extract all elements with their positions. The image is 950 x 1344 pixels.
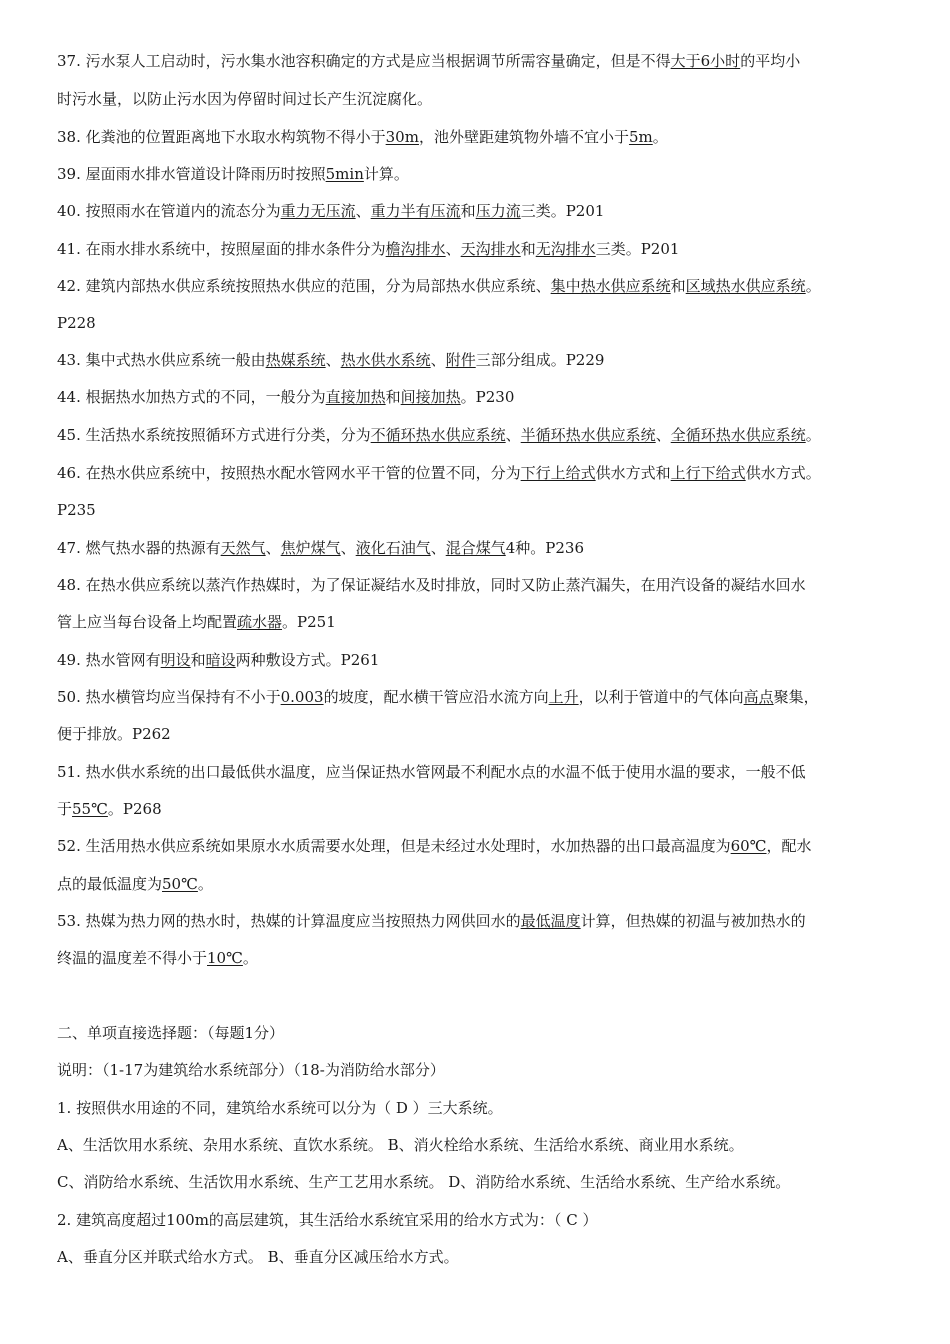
- underlined-answer: 重力半有压流: [370, 202, 461, 220]
- text-segment: 、: [430, 539, 446, 557]
- text-segment: 三类。P201: [595, 240, 680, 258]
- answer-options: [57, 1135, 907, 1155]
- text-line: [57, 239, 907, 259]
- underlined-answer: 混合煤气: [445, 539, 506, 557]
- underlined-answer: 最低温度: [520, 912, 581, 930]
- question-text: [57, 1210, 907, 1230]
- text-segment: 39. 屋面雨水排水管道设计降雨历时按照: [57, 165, 326, 183]
- text-segment: ，配水: [766, 837, 812, 855]
- underlined-answer: 天沟排水: [460, 240, 521, 258]
- text-segment: 计算。: [363, 165, 409, 183]
- text-line: [57, 463, 907, 483]
- text-segment: 管上应当每台设备上均配置: [57, 613, 238, 631]
- text-segment: 45. 生活热水系统按照循环方式进行分类，分为: [57, 426, 371, 444]
- text-segment: 、: [265, 539, 281, 557]
- text-segment: 、: [355, 202, 371, 220]
- text-segment: 49. 热水管网有: [57, 651, 161, 669]
- text-line: [57, 799, 907, 819]
- text-segment: 聚集，: [773, 688, 819, 706]
- underlined-answer: 全循环热水供应系统: [670, 426, 806, 444]
- text-segment: 53. 热媒为热力网的热水时，热媒的计算温度应当按照热力网供回水的: [57, 912, 521, 930]
- underlined-answer: 直接加热: [325, 388, 386, 406]
- text-segment: 和: [670, 277, 686, 295]
- text-segment: 、: [505, 426, 521, 444]
- text-segment: 。: [805, 426, 821, 444]
- text-segment: 计算，但热媒的初温与被加热水的: [580, 912, 806, 930]
- text-line: [57, 948, 907, 968]
- underlined-answer: 50℃: [162, 875, 198, 893]
- text-line: [57, 724, 907, 744]
- text-segment: 三类。P201: [520, 202, 605, 220]
- text-line: [57, 201, 907, 221]
- text-line: [57, 538, 907, 558]
- text-segment: 。: [805, 277, 821, 295]
- text-line: [57, 276, 907, 296]
- answer-options: [57, 1247, 907, 1267]
- text-segment: 时污水量，以防止污水因为停留时间过长产生沉淀腐化。: [57, 90, 433, 108]
- text-line: [57, 350, 907, 370]
- text-segment: 51. 热水供水系统的出口最低供水温度，应当保证热水管网最不利配水点的水温不低于使用水温的要求，一般不低: [57, 763, 806, 781]
- text-segment: 的平均小: [740, 52, 801, 70]
- underlined-answer: 半循环热水供应系统: [520, 426, 656, 444]
- underlined-answer: 暗设: [205, 651, 236, 669]
- text-segment: A、生活饮用水系统、杂用水系统、直饮水系统。 B、消火栓给水系统、生活给水系统、商业用水系统。: [57, 1136, 744, 1154]
- text-segment: A、垂直分区并联式给水方式。 B、垂直分区减压给水方式。: [57, 1248, 459, 1266]
- text-segment: ，以利于管道中的气体向: [578, 688, 744, 706]
- text-segment: 52. 生活用热水供应系统如果原水水质需要水处理，但是未经过水处理时，水加热器的出口最高温度为: [57, 837, 731, 855]
- text-segment: 38. 化粪池的位置距离地下水取水构筑物不得小于: [57, 128, 386, 146]
- text-line: [57, 425, 907, 445]
- text-segment: C、消防给水系统、生活饮用水系统、生产工艺用水系统。 D、消防给水系统、生活给水系统、生产给水系统。: [57, 1173, 791, 1191]
- text-segment: 、: [445, 240, 461, 258]
- text-segment: 。: [197, 875, 213, 893]
- text-segment: 42. 建筑内部热水供应系统按照热水供应的范围，分为局部热水供应系统、: [57, 277, 551, 295]
- underlined-answer: 30m: [385, 128, 419, 146]
- underlined-answer: 附件: [445, 351, 476, 369]
- text-line: [57, 89, 907, 109]
- underlined-answer: 明设: [160, 651, 191, 669]
- underlined-answer: 5min: [325, 165, 364, 183]
- text-segment: 、: [340, 539, 356, 557]
- text-segment: 供水方式和: [595, 464, 671, 482]
- section-heading: [57, 1023, 907, 1043]
- text-segment: 41. 在雨水排水系统中，按照屋面的排水条件分为: [57, 240, 386, 258]
- text-segment: P228: [57, 314, 96, 332]
- underlined-answer: 高点: [743, 688, 774, 706]
- text-segment: 40. 按照雨水在管道内的流态分为: [57, 202, 281, 220]
- text-segment: 和: [460, 202, 476, 220]
- underlined-answer: 焦炉煤气: [280, 539, 341, 557]
- underlined-answer: 60℃: [730, 837, 767, 855]
- text-segment: 和: [520, 240, 536, 258]
- text-segment: 说明：（1-17为建筑给水系统部分）（18-为消防给水部分）: [57, 1061, 445, 1079]
- text-line: [57, 687, 907, 707]
- text-segment: 47. 燃气热水器的热源有: [57, 539, 221, 557]
- text-line: [57, 836, 907, 856]
- underlined-answer: 10℃: [207, 949, 243, 967]
- text-segment: 43. 集中式热水供应系统一般由: [57, 351, 266, 369]
- underlined-answer: 疏水器: [237, 613, 283, 631]
- text-segment: 37. 污水泵人工启动时，污水集水池容积确定的方式是应当根据调节所需容量确定，但是不得: [57, 52, 671, 70]
- text-line: [57, 313, 907, 333]
- text-segment: 。P230: [460, 388, 515, 406]
- text-segment: 。: [652, 128, 668, 146]
- text-segment: 。: [242, 949, 258, 967]
- text-segment: 和: [190, 651, 206, 669]
- section-note: [57, 1060, 907, 1080]
- text-line: [57, 51, 907, 71]
- text-segment: 点的最低温度为: [57, 875, 163, 893]
- text-line: [57, 612, 907, 632]
- underlined-answer: 0.003: [280, 688, 324, 706]
- text-line: [57, 874, 907, 894]
- text-segment: 的坡度，配水横干管应沿水流方向: [323, 688, 549, 706]
- text-segment: 三部分组成。P229: [475, 351, 605, 369]
- underlined-answer: 檐沟排水: [385, 240, 446, 258]
- text-segment: 2. 建筑高度超过100m的高层建筑，其生活给水系统宜采用的给水方式为：（ C ）: [57, 1211, 598, 1229]
- underlined-answer: 区域热水供应系统: [685, 277, 806, 295]
- text-segment: 和: [385, 388, 401, 406]
- underlined-answer: 间接加热: [400, 388, 461, 406]
- underlined-answer: 下行上给式: [520, 464, 596, 482]
- text-segment: 于: [57, 800, 73, 818]
- text-segment: 。P268: [107, 800, 162, 818]
- text-segment: 、: [655, 426, 671, 444]
- text-line: [57, 127, 907, 147]
- text-segment: 供水方式。: [745, 464, 821, 482]
- underlined-answer: 大于6小时: [670, 52, 741, 70]
- underlined-answer: 天然气: [220, 539, 266, 557]
- text-segment: 4种。P236: [505, 539, 585, 557]
- text-segment: 二、单项直接选择题：（每题1分）: [57, 1024, 285, 1042]
- text-segment: 两种敷设方式。P261: [235, 651, 380, 669]
- underlined-answer: 上行下给式: [670, 464, 746, 482]
- underlined-answer: 热媒系统: [265, 351, 326, 369]
- text-segment: 终温的温度差不得小于: [57, 949, 208, 967]
- underlined-answer: 上升: [548, 688, 579, 706]
- text-line: [57, 650, 907, 670]
- underlined-answer: 不循环热水供应系统: [370, 426, 506, 444]
- underlined-answer: 压力流: [475, 202, 521, 220]
- underlined-answer: 5m: [628, 128, 653, 146]
- text-segment: 、: [325, 351, 341, 369]
- text-line: [57, 387, 907, 407]
- text-segment: 46. 在热水供应系统中，按照热水配水管网水平干管的位置不同，分为: [57, 464, 521, 482]
- text-segment: ，池外壁距建筑物外墙不宜小于: [418, 128, 629, 146]
- text-segment: P235: [57, 501, 96, 519]
- text-line: [57, 575, 907, 595]
- text-segment: 、: [430, 351, 446, 369]
- underlined-answer: 集中热水供应系统: [550, 277, 671, 295]
- text-line: [57, 911, 907, 931]
- text-segment: 44. 根据热水加热方式的不同，一般分为: [57, 388, 326, 406]
- text-segment: 48. 在热水供应系统以蒸汽作热媒时，为了保证凝结水及时排放，同时又防止蒸汽漏失，在用汽设备的凝结水回水: [57, 576, 806, 594]
- text-segment: 50. 热水横管均应当保持有不小于: [57, 688, 281, 706]
- answer-options: [57, 1172, 907, 1192]
- text-line: [57, 762, 907, 782]
- text-line: [57, 500, 907, 520]
- underlined-answer: 液化石油气: [355, 539, 431, 557]
- underlined-answer: 55℃: [72, 800, 108, 818]
- text-segment: 便于排放。P262: [57, 725, 171, 743]
- underlined-answer: 热水供水系统: [340, 351, 431, 369]
- text-segment: 1. 按照供水用途的不同，建筑给水系统可以分为（ D ）三大系统。: [57, 1099, 503, 1117]
- text-line: [57, 164, 907, 184]
- text-segment: 。P251: [282, 613, 336, 631]
- question-text: [57, 1098, 907, 1118]
- underlined-answer: 重力无压流: [280, 202, 356, 220]
- underlined-answer: 无沟排水: [535, 240, 596, 258]
